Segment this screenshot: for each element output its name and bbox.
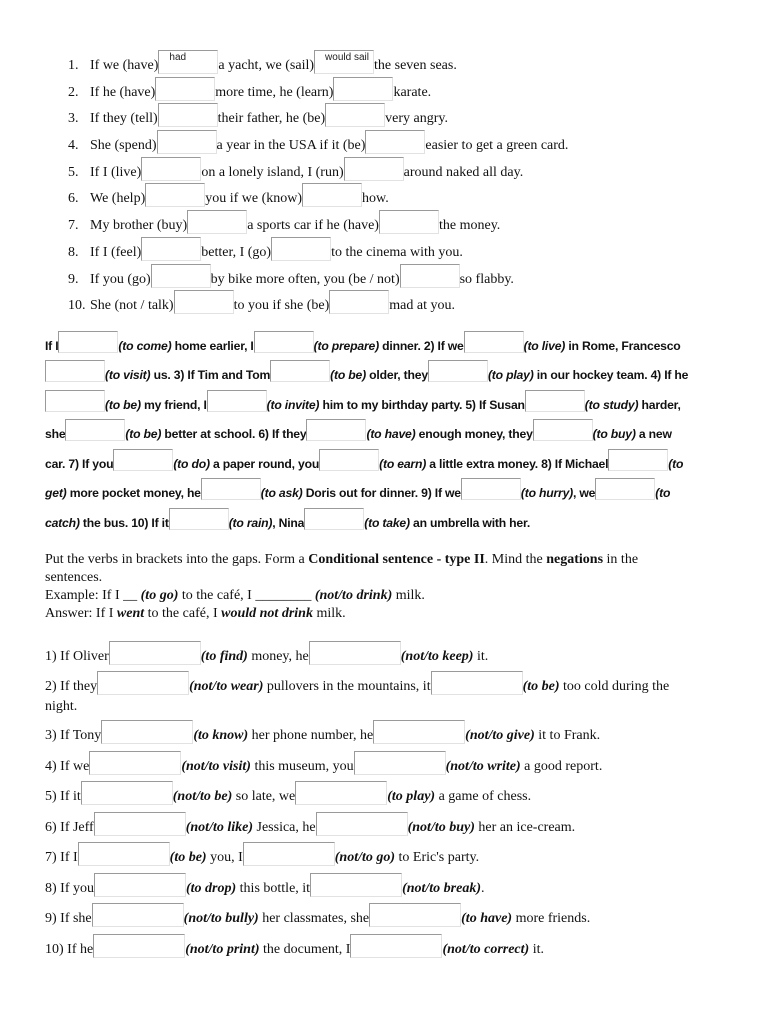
item-text: Jessica, he <box>253 820 316 835</box>
verb-hint: (to rain) <box>228 516 273 530</box>
verb-hint: (to visit) <box>105 368 151 382</box>
item-number: 1. <box>68 58 79 73</box>
verb-hint: (to buy) <box>592 427 636 441</box>
verb-hint: catch) <box>45 516 80 530</box>
answer-gap[interactable] <box>533 419 593 441</box>
sentence-text: better at school. 6) If they <box>161 427 307 441</box>
item-text: her classmates, she <box>258 911 370 926</box>
item-text: pullovers in the mountains, it <box>263 679 431 694</box>
sentence-text: harder, <box>638 398 681 412</box>
answer-line <box>45 606 346 622</box>
sentence-text: in our hockey team. 4) If he <box>533 368 689 382</box>
answer-gap[interactable] <box>365 130 425 154</box>
item-text: the seven seas. <box>374 58 457 73</box>
answer-gap[interactable] <box>464 331 524 353</box>
instruction-line-2 <box>45 570 102 586</box>
item-text: mad at you. <box>389 298 455 313</box>
sentence-text: Doris out for dinner. 9) If we <box>302 486 461 500</box>
exercise-2-line <box>45 508 530 530</box>
exercise-3-item <box>45 842 479 866</box>
item-text: karate. <box>393 85 432 100</box>
verb-hint: (to study) <box>584 398 639 412</box>
answer-gap[interactable] <box>325 103 385 127</box>
item-text: 8) If you <box>45 881 94 896</box>
verb-hint: (to invite) <box>266 398 320 412</box>
item-text: She (spend) <box>90 138 157 153</box>
answer-gap[interactable] <box>201 478 261 500</box>
answer-text: Answer: If I <box>45 606 117 621</box>
answer-gap[interactable] <box>461 478 521 500</box>
answer-gap-value: had <box>169 52 187 63</box>
item-text: She (not / talk) <box>90 298 174 313</box>
verb-hint: (not/to bully) <box>183 911 259 926</box>
item-text: a good report. <box>520 759 603 774</box>
answer-gap[interactable] <box>65 419 125 441</box>
item-text: very angry. <box>385 111 448 126</box>
item-text: you, I <box>206 850 243 865</box>
verb-hint: (to earn) <box>379 457 427 471</box>
item-text: If he (have) <box>90 85 156 100</box>
answer-gap[interactable] <box>97 671 189 695</box>
item-text: If I (live) <box>90 165 142 180</box>
verb-hint: (to find) <box>200 649 248 664</box>
item-text: 9) If she <box>45 911 92 926</box>
item-number: 3. <box>68 111 79 126</box>
answer-gap[interactable] <box>428 360 488 382</box>
verb-hint: (not/to wear) <box>189 679 264 694</box>
sentence-text: , we <box>573 486 596 500</box>
exercise-3-item <box>45 873 485 897</box>
instruction-bold: Conditional sentence - type II <box>308 552 485 567</box>
answer-gap[interactable] <box>608 449 668 471</box>
verb-hint: (to be) <box>169 850 207 865</box>
verb-hint: (to have) <box>461 911 513 926</box>
exercise-3-item <box>45 934 544 958</box>
sentence-text: an umbrella with her. <box>409 516 531 530</box>
exercise-1-item <box>68 264 514 288</box>
item-text: more time, he (learn) <box>215 85 334 100</box>
answer-gap[interactable] <box>155 77 215 101</box>
item-number: 4. <box>68 138 79 153</box>
answer-gap[interactable] <box>344 157 404 181</box>
item-text: you if we (know) <box>205 191 303 206</box>
item-text: it. <box>529 942 544 957</box>
verb-hint: (to do) <box>173 457 210 471</box>
item-text: If we (have) <box>90 58 159 73</box>
answer-gap[interactable] <box>309 641 401 665</box>
item-text: a yacht, we (sail) <box>218 58 315 73</box>
answer-gap[interactable] <box>310 873 402 897</box>
exercise-1-item <box>68 237 463 261</box>
item-text: 3) If Tony <box>45 728 102 743</box>
exercise-1-item <box>68 77 431 101</box>
sentence-text: the bus. 10) If it <box>79 516 169 530</box>
sentence-text: older, they <box>366 368 428 382</box>
instruction-text: . Mind the <box>484 552 547 567</box>
answer-gap[interactable] <box>45 360 105 382</box>
verb-hint: (not/to write) <box>445 759 521 774</box>
item-text: to the cinema with you. <box>331 245 463 260</box>
item-text: her phone number, he <box>248 728 374 743</box>
verb-hint: (not/to visit) <box>181 759 251 774</box>
sentence-text: dinner. 2) If we <box>378 339 464 353</box>
example-verb: (not/to drink) <box>314 588 393 603</box>
answer-gap[interactable] <box>243 842 335 866</box>
answer-text: to the café, I <box>144 606 222 621</box>
sentence-text: a little extra money. 8) If Michael <box>426 457 609 471</box>
answer-gap[interactable] <box>333 77 393 101</box>
verb-hint: (to take) <box>364 516 410 530</box>
exercise-2-line <box>45 449 683 471</box>
item-text: so flabby. <box>459 272 514 287</box>
answer-gap[interactable] <box>89 751 181 775</box>
sentence-text: she <box>45 427 66 441</box>
sentence-text: a paper round, you <box>209 457 320 471</box>
verb-hint: (not/to correct) <box>442 942 530 957</box>
answer-gap[interactable] <box>400 264 460 288</box>
item-text: her an ice-cream. <box>474 820 576 835</box>
verb-hint: (to play) <box>387 789 436 804</box>
example-text: milk. <box>392 588 425 603</box>
answer-gap[interactable] <box>595 478 655 500</box>
answer-gap[interactable] <box>379 210 439 234</box>
exercise-2-line <box>45 360 688 382</box>
sentence-text: a new <box>635 427 672 441</box>
item-text: 1) If Oliver <box>45 649 109 664</box>
instruction-text: Put the verbs in brackets into the gaps. Form a <box>45 552 309 567</box>
item-text: a year in the USA if it (be) <box>216 138 366 153</box>
item-text: more friends. <box>512 911 591 926</box>
sentence-text: us. 3) If Tim and Tom <box>150 368 271 382</box>
sentence-text: home earlier, I <box>171 339 254 353</box>
verb-hint: (not/to give) <box>465 728 535 743</box>
item-text: . <box>481 881 485 896</box>
exercise-2-line <box>45 419 672 441</box>
item-text: it to Frank. <box>534 728 601 743</box>
verb-hint: (to be) <box>125 427 162 441</box>
instruction-line <box>45 552 638 568</box>
verb-hint: (to come) <box>118 339 172 353</box>
answer-gap[interactable] <box>58 331 118 353</box>
verb-hint: (not/to like) <box>185 820 254 835</box>
answer-gap[interactable] <box>306 419 366 441</box>
verb-hint: (not/to be) <box>172 789 233 804</box>
answer-gap[interactable] <box>109 641 201 665</box>
verb-hint: (to <box>655 486 671 500</box>
exercise-3-item <box>45 751 602 775</box>
exercise-2-line <box>45 478 670 500</box>
exercise-1-item <box>68 210 500 234</box>
item-text: If you (go) <box>90 272 151 287</box>
answer-gap[interactable] <box>295 781 387 805</box>
sentence-text: him to my birthday party. 5) If Susan <box>319 398 525 412</box>
item-text: to you if she (be) <box>233 298 330 313</box>
item-text: money, he <box>247 649 309 664</box>
item-number: 9. <box>68 272 79 287</box>
verb-hint: (not/to buy) <box>407 820 475 835</box>
verb-hint: (to hurry) <box>520 486 574 500</box>
sentence-text: , Nina <box>272 516 305 530</box>
answer-gap[interactable] <box>169 508 229 530</box>
item-text: so late, we <box>232 789 296 804</box>
item-text: this bottle, it <box>236 881 311 896</box>
answer-gap[interactable] <box>157 130 217 154</box>
answer-gap[interactable] <box>174 290 234 314</box>
item-text: around naked all day. <box>403 165 524 180</box>
answer-gap[interactable] <box>271 237 331 261</box>
item-text: this museum, you <box>250 759 354 774</box>
exercise-2-line <box>45 390 681 412</box>
item-2-continuation: night. <box>45 699 78 714</box>
item-text: better, I (go) <box>201 245 272 260</box>
answer-gap[interactable] <box>304 508 364 530</box>
verb-hint: (to ask) <box>260 486 303 500</box>
answer-gap[interactable] <box>525 390 585 412</box>
answer-gap[interactable] <box>187 210 247 234</box>
answer-gap[interactable] <box>350 934 442 958</box>
answer-gap[interactable] <box>151 264 211 288</box>
answer-gap[interactable] <box>158 103 218 127</box>
exercise-1-item <box>68 103 448 127</box>
answer-gap[interactable] <box>92 903 184 927</box>
item-text: on a lonely island, I (run) <box>201 165 344 180</box>
answer-gap[interactable] <box>78 842 170 866</box>
item-number: 2. <box>68 85 79 100</box>
item-number: 6. <box>68 191 79 206</box>
verb-hint: (not/to go) <box>334 850 396 865</box>
verb-hint: (to have) <box>366 427 416 441</box>
example-text: Example: If I __ <box>45 588 141 603</box>
answer-gap[interactable] <box>373 720 465 744</box>
instruction-text: in the <box>603 552 639 567</box>
item-text: by bike more often, you (be / not) <box>210 272 400 287</box>
exercise-3-item <box>45 781 531 805</box>
answer-gap[interactable] <box>302 183 362 207</box>
item-text: easier to get a green card. <box>425 138 569 153</box>
instruction-bold: negations <box>546 552 604 567</box>
item-text: their father, he (be) <box>217 111 326 126</box>
answer-gap[interactable] <box>270 360 330 382</box>
exercise-2-line <box>45 331 681 353</box>
answer-gap[interactable] <box>207 390 267 412</box>
exercise-3-item <box>45 720 600 744</box>
answer-gap[interactable] <box>93 934 185 958</box>
example-text: to the café, I ________ <box>178 588 315 603</box>
item-text: My brother (buy) <box>90 218 188 233</box>
item-text: how. <box>362 191 389 206</box>
verb-hint: (not/to keep) <box>400 649 474 664</box>
answer-gap-value: would sail <box>325 52 369 63</box>
answer-text: milk. <box>312 606 346 621</box>
exercise-3-item <box>45 903 590 927</box>
item-text: a game of chess. <box>435 789 532 804</box>
sentence-text: If I <box>45 339 59 353</box>
answer-gap[interactable] <box>316 812 408 836</box>
item-text: We (help) <box>90 191 146 206</box>
answer-gap[interactable] <box>113 449 173 471</box>
answer-gap[interactable] <box>319 449 379 471</box>
item-text: the money. <box>438 218 501 233</box>
answer-gap[interactable] <box>141 237 201 261</box>
item-text: 10) If he <box>45 942 94 957</box>
sentence-text: car. 7) If you <box>45 457 114 471</box>
exercise-1-item <box>68 50 457 74</box>
item-text: 6) If Jeff <box>45 820 94 835</box>
item-number: 7. <box>68 218 79 233</box>
answer-gap[interactable] <box>431 671 523 695</box>
answer-gap[interactable] <box>329 290 389 314</box>
exercise-1-item <box>68 183 389 207</box>
answer-gap[interactable] <box>314 50 374 74</box>
exercise-1-item <box>68 157 523 181</box>
exercise-3-item <box>45 812 575 836</box>
answer-verb: would not drink <box>221 606 313 621</box>
example-line <box>45 588 425 604</box>
item-number: 5. <box>68 165 79 180</box>
instruction-text: sentences. <box>45 570 103 585</box>
answer-gap[interactable] <box>94 812 186 836</box>
answer-gap[interactable] <box>369 903 461 927</box>
sentence-text: in Rome, Francesco <box>565 339 681 353</box>
verb-hint: (to drop) <box>186 881 237 896</box>
item-text: If I (feel) <box>90 245 142 260</box>
exercise-1-item <box>68 130 568 154</box>
item-text: 7) If I <box>45 850 78 865</box>
verb-hint: (to <box>668 457 684 471</box>
answer-gap[interactable] <box>141 157 201 181</box>
verb-hint: (to know) <box>193 728 249 743</box>
item-text: too cold during the <box>559 679 670 694</box>
answer-verb: went <box>116 606 145 621</box>
verb-hint: (not/to break) <box>402 881 482 896</box>
item-text: it. <box>473 649 489 664</box>
item-text: 5) If it <box>45 789 81 804</box>
verb-hint: (to be) <box>330 368 366 382</box>
verb-hint: (to prepare) <box>313 339 379 353</box>
item-number: 10. <box>68 298 86 313</box>
item-text: a sports car if he (have) <box>247 218 379 233</box>
item-text: 2) If they <box>45 679 98 694</box>
item-text: the document, I <box>259 942 351 957</box>
item-number: 8. <box>68 245 79 260</box>
exercise-3-item <box>45 641 488 665</box>
verb-hint: (to live) <box>523 339 566 353</box>
answer-gap[interactable] <box>158 50 218 74</box>
verb-hint: (not/to print) <box>185 942 260 957</box>
verb-hint: (to play) <box>487 368 534 382</box>
sentence-text: enough money, they <box>415 427 533 441</box>
answer-gap[interactable] <box>354 751 446 775</box>
answer-gap[interactable] <box>145 183 205 207</box>
item-text: 4) If we <box>45 759 90 774</box>
answer-gap[interactable] <box>101 720 193 744</box>
verb-hint: (to be) <box>522 679 560 694</box>
item-text: to Eric's party. <box>395 850 480 865</box>
answer-gap[interactable] <box>254 331 314 353</box>
sentence-text: more pocket money, he <box>66 486 201 500</box>
example-verb: (to go) <box>140 588 179 603</box>
exercise-3-item <box>45 671 669 695</box>
exercise-1-item <box>68 290 455 314</box>
verb-hint: get) <box>45 486 67 500</box>
sentence-text: my friend, I <box>140 398 207 412</box>
verb-hint: (to be) <box>105 398 141 412</box>
answer-gap[interactable] <box>94 873 186 897</box>
answer-gap[interactable] <box>81 781 173 805</box>
answer-gap[interactable] <box>45 390 105 412</box>
item-text: If they (tell) <box>90 111 158 126</box>
